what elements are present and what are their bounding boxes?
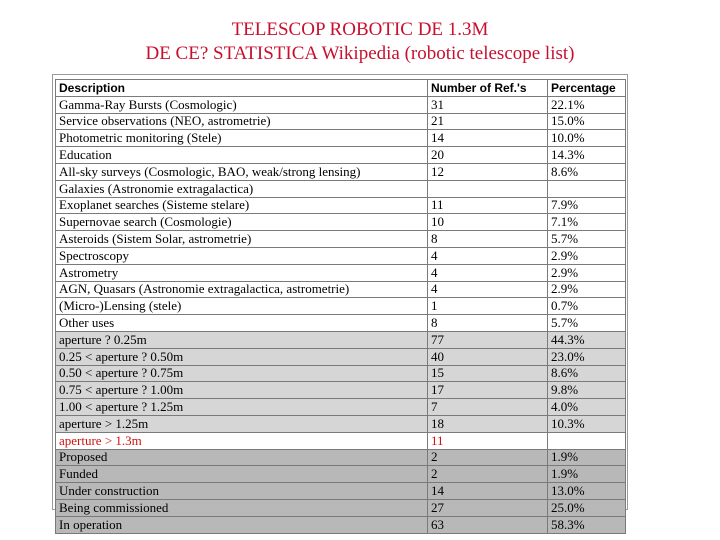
cell-description: In operation xyxy=(56,516,428,533)
cell-number-of-refs: 8 xyxy=(428,231,548,248)
cell-number-of-refs: 4 xyxy=(428,247,548,264)
table-row xyxy=(56,163,626,180)
header-description: Description xyxy=(56,80,428,97)
cell-description: 0.50 < aperture ? 0.75m xyxy=(56,365,428,382)
cell-description: Photometric monitoring (Stele) xyxy=(56,130,428,147)
cell-percentage: 5.7% xyxy=(548,315,626,332)
cell-description: Supernovae search (Cosmologie) xyxy=(56,214,428,231)
table-row xyxy=(56,331,626,348)
table-row xyxy=(56,180,626,197)
table-row xyxy=(56,197,626,214)
cell-number-of-refs: 11 xyxy=(428,432,548,449)
table-row xyxy=(56,499,626,516)
cell-description: Funded xyxy=(56,466,428,483)
table-row xyxy=(56,96,626,113)
cell-description: Galaxies (Astronomie extragalactica) xyxy=(56,180,428,197)
cell-description: aperture > 1.3m xyxy=(56,432,428,449)
cell-number-of-refs: 10 xyxy=(428,214,548,231)
slide-title xyxy=(0,18,720,66)
cell-number-of-refs: 63 xyxy=(428,516,548,533)
cell-description: aperture ? 0.25m xyxy=(56,331,428,348)
table-row xyxy=(56,298,626,315)
table-row xyxy=(56,281,626,298)
cell-description: AGN, Quasars (Astronomie extragalactica, astrometrie) xyxy=(56,281,428,298)
cell-number-of-refs: 2 xyxy=(428,466,548,483)
cell-number-of-refs: 77 xyxy=(428,331,548,348)
cell-percentage: 2.9% xyxy=(548,247,626,264)
table-row xyxy=(56,147,626,164)
cell-description: Gamma-Ray Bursts (Cosmologic) xyxy=(56,96,428,113)
cell-percentage: 0.7% xyxy=(548,298,626,315)
cell-number-of-refs: 31 xyxy=(428,96,548,113)
table-row xyxy=(56,365,626,382)
cell-percentage: 25.0% xyxy=(548,499,626,516)
cell-percentage: 10.3% xyxy=(548,415,626,432)
cell-number-of-refs: 2 xyxy=(428,449,548,466)
table-header-row xyxy=(56,80,626,97)
title-line-1: TELESCOP ROBOTIC DE 1.3M xyxy=(231,19,489,40)
cell-description: Spectroscopy xyxy=(56,247,428,264)
cell-number-of-refs: 27 xyxy=(428,499,548,516)
cell-percentage xyxy=(548,432,626,449)
cell-description: Asteroids (Sistem Solar, astrometrie) xyxy=(56,231,428,248)
cell-percentage: 2.9% xyxy=(548,264,626,281)
table-row xyxy=(56,483,626,500)
cell-number-of-refs: 7 xyxy=(428,399,548,416)
cell-percentage: 1.9% xyxy=(548,466,626,483)
cell-number-of-refs: 18 xyxy=(428,415,548,432)
cell-description: Astrometry xyxy=(56,264,428,281)
cell-percentage: 15.0% xyxy=(548,113,626,130)
cell-percentage: 8.6% xyxy=(548,365,626,382)
cell-percentage: 10.0% xyxy=(548,130,626,147)
cell-number-of-refs: 14 xyxy=(428,483,548,500)
cell-number-of-refs xyxy=(428,180,548,197)
cell-description: aperture > 1.25m xyxy=(56,415,428,432)
cell-percentage: 13.0% xyxy=(548,483,626,500)
cell-percentage: 44.3% xyxy=(548,331,626,348)
cell-description: 1.00 < aperture ? 1.25m xyxy=(56,399,428,416)
table-row xyxy=(56,399,626,416)
statistics-table xyxy=(55,79,626,534)
table-row xyxy=(56,382,626,399)
cell-number-of-refs: 14 xyxy=(428,130,548,147)
cell-description: 0.25 < aperture ? 0.50m xyxy=(56,348,428,365)
cell-description: Exoplanet searches (Sisteme stelare) xyxy=(56,197,428,214)
cell-percentage: 23.0% xyxy=(548,348,626,365)
header-percentage: Percentage xyxy=(548,80,626,97)
cell-description: All-sky surveys (Cosmologic, BAO, weak/strong lensing) xyxy=(56,163,428,180)
cell-number-of-refs: 4 xyxy=(428,281,548,298)
title-line-2: DE CE? STATISTICA Wikipedia (robotic telescope list) xyxy=(145,43,575,64)
cell-description: Education xyxy=(56,147,428,164)
cell-number-of-refs: 20 xyxy=(428,147,548,164)
cell-description: Service observations (NEO, astrometrie) xyxy=(56,113,428,130)
cell-percentage: 22.1% xyxy=(548,96,626,113)
table-row xyxy=(56,516,626,533)
table-row xyxy=(56,247,626,264)
cell-percentage: 4.0% xyxy=(548,399,626,416)
cell-percentage: 2.9% xyxy=(548,281,626,298)
table-row xyxy=(56,113,626,130)
cell-percentage: 14.3% xyxy=(548,147,626,164)
cell-percentage: 9.8% xyxy=(548,382,626,399)
header-number-of-refs: Number of Ref.'s xyxy=(428,80,548,97)
cell-percentage: 1.9% xyxy=(548,449,626,466)
cell-description: Being commissioned xyxy=(56,499,428,516)
cell-percentage: 8.6% xyxy=(548,163,626,180)
table-row xyxy=(56,130,626,147)
cell-number-of-refs: 15 xyxy=(428,365,548,382)
table-row xyxy=(56,315,626,332)
cell-description: (Micro-)Lensing (stele) xyxy=(56,298,428,315)
cell-number-of-refs: 11 xyxy=(428,197,548,214)
cell-number-of-refs: 21 xyxy=(428,113,548,130)
cell-percentage: 5.7% xyxy=(548,231,626,248)
cell-percentage: 7.9% xyxy=(548,197,626,214)
table-row xyxy=(56,432,626,449)
cell-number-of-refs: 12 xyxy=(428,163,548,180)
table-row xyxy=(56,264,626,281)
cell-number-of-refs: 40 xyxy=(428,348,548,365)
cell-number-of-refs: 4 xyxy=(428,264,548,281)
cell-description: Proposed xyxy=(56,449,428,466)
cell-description: Other uses xyxy=(56,315,428,332)
table-row xyxy=(56,231,626,248)
cell-percentage xyxy=(548,180,626,197)
cell-number-of-refs: 1 xyxy=(428,298,548,315)
table-row xyxy=(56,449,626,466)
cell-description: Under construction xyxy=(56,483,428,500)
table-row xyxy=(56,348,626,365)
table-row xyxy=(56,466,626,483)
cell-percentage: 7.1% xyxy=(548,214,626,231)
cell-number-of-refs: 17 xyxy=(428,382,548,399)
cell-number-of-refs: 8 xyxy=(428,315,548,332)
table-row xyxy=(56,415,626,432)
table-row xyxy=(56,214,626,231)
cell-percentage: 58.3% xyxy=(548,516,626,533)
cell-description: 0.75 < aperture ? 1.00m xyxy=(56,382,428,399)
